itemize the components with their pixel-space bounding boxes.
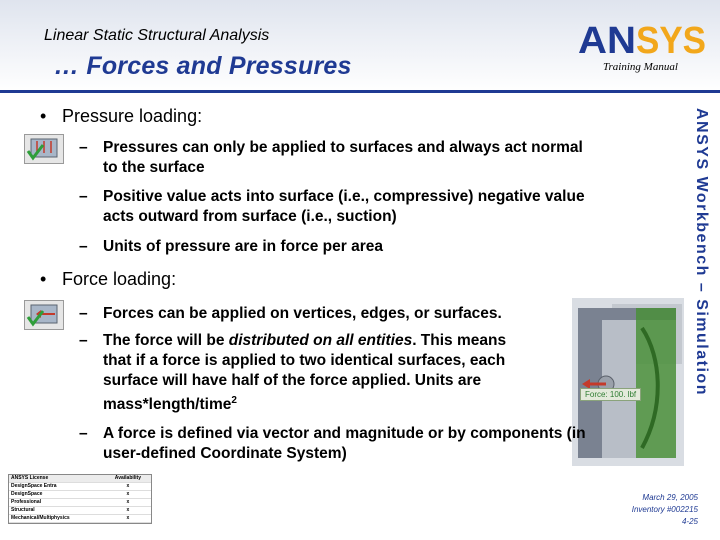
pressure-point-1: – Pressures can only be applied to surfaces and always act normal to the surface (79, 139, 583, 176)
bullet-force-loading (40, 269, 176, 290)
table-row: DesignSpace x (9, 491, 151, 499)
superscript-2: 2 (231, 395, 237, 406)
svg-text:AN: AN (578, 20, 636, 58)
pressure-tool-icon (24, 134, 64, 164)
header-divider (0, 90, 720, 93)
slide-footer (632, 492, 698, 528)
ansys-logo (576, 18, 708, 58)
bullet-dot: • (40, 106, 47, 126)
table-row: Professional x (9, 499, 151, 507)
force-point-3: – A force is defined via vector and magnitude or by components (in user-defined Coordinate System) (79, 425, 586, 462)
force-heading: Force loading: (62, 269, 177, 289)
table-row: Mechanical/Multiphysics x (9, 515, 151, 523)
emphasis-distributed: distributed on all entities (228, 332, 413, 349)
bullet-pressure-loading (40, 106, 202, 127)
footer-inventory: Inventory #002215 (631, 505, 698, 514)
table-row: DesignSpace Entra x (9, 483, 151, 491)
license-table (8, 474, 152, 524)
slide-title: … Forces and Pressures (54, 52, 352, 80)
slide-supertitle: Linear Static Structural Analysis (44, 27, 270, 44)
svg-text:SYS: SYS (636, 20, 706, 58)
pressure-heading: Pressure loading: (62, 106, 203, 126)
side-banner-text: ANSYS Workbench – Simulation (693, 108, 710, 396)
force-annotation-label: Force: 100. lbf (580, 388, 641, 401)
force-point-2: – The force will be distributed on all entities. This means that if a force is applied to two identical surfaces, each surface will have half of the force applied. Units are mass*length/time$^2$ (79, 332, 507, 414)
footer-date: March 29, 2005 (642, 493, 698, 502)
pressure-point-2: – Positive value acts into surface (i.e., compressive) negative value acts outward from surface (i.e., suction) (79, 188, 585, 225)
table-row: Structural x (9, 507, 151, 515)
bullet-dot: • (40, 269, 47, 289)
license-header-row: ANSYS License Availability (9, 475, 151, 483)
force-point-1: – Forces can be applied on vertices, edges, or surfaces. (79, 305, 502, 322)
force-tool-icon (24, 300, 64, 330)
footer-page-number: 4-25 (681, 517, 698, 526)
training-manual-label: Training Manual (603, 61, 678, 73)
pressure-point-3: – Units of pressure are in force per area (79, 238, 383, 255)
